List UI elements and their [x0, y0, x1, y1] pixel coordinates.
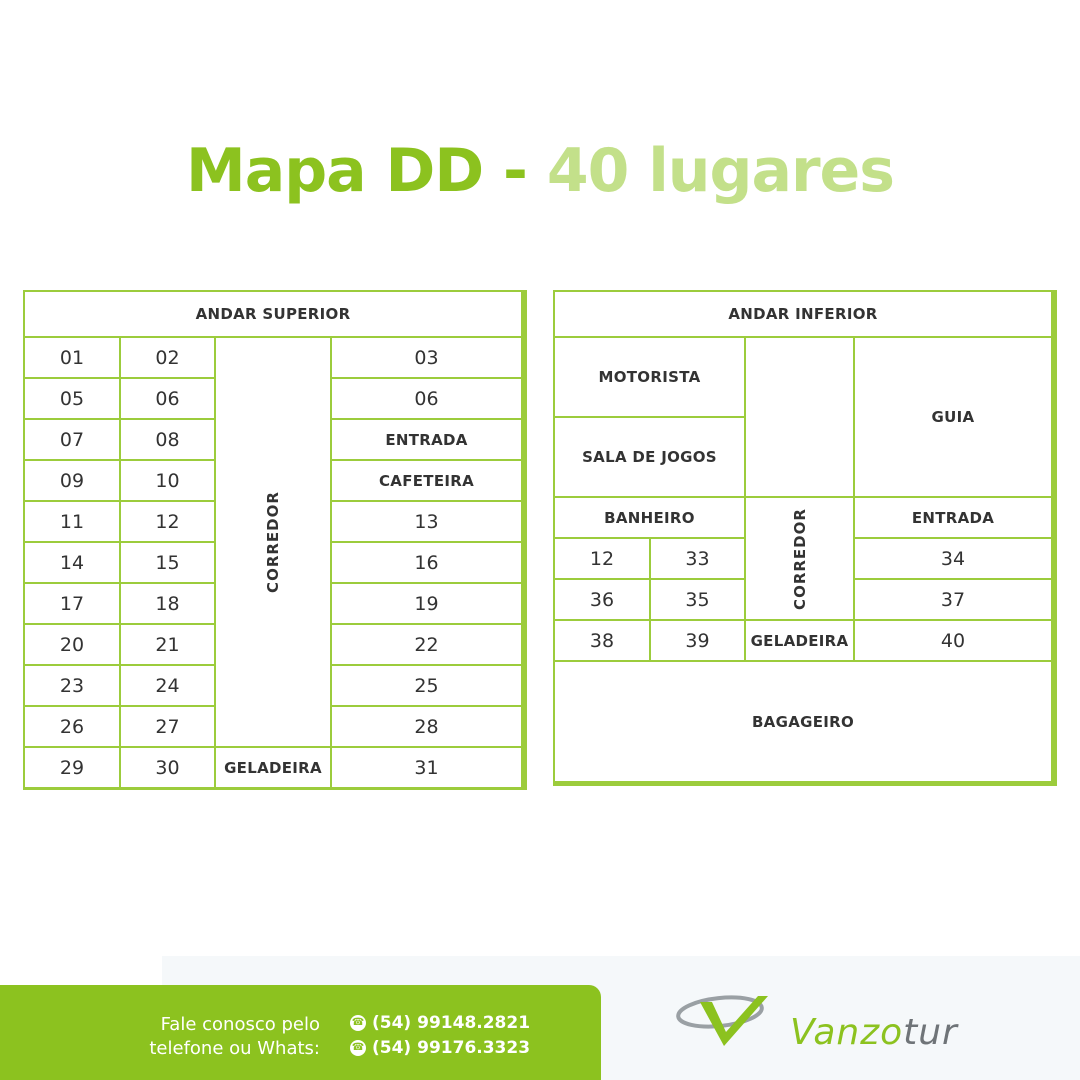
- phone-1-area: (54): [372, 1012, 412, 1033]
- seat[interactable]: 33: [651, 539, 744, 578]
- seat[interactable]: 29: [25, 748, 119, 787]
- lower-deck-header: ANDAR INFERIOR: [555, 292, 1051, 336]
- seat[interactable]: 19: [332, 584, 521, 623]
- lower-corridor-label: CORREDOR: [790, 507, 809, 610]
- phone-1-number: 99148.2821: [417, 1012, 531, 1033]
- seat[interactable]: 17: [25, 584, 119, 623]
- bathroom: BANHEIRO: [555, 498, 744, 537]
- seat[interactable]: 10: [121, 461, 214, 500]
- contact-line-1: Fale conosco pelo: [160, 1014, 320, 1035]
- seat[interactable]: 31: [332, 748, 521, 787]
- seat[interactable]: 11: [25, 502, 119, 541]
- upper-corridor: [216, 338, 330, 746]
- seat[interactable]: 39: [651, 621, 744, 660]
- seat[interactable]: 25: [332, 666, 521, 705]
- contact-line-2: telefone ou Whats:: [149, 1038, 320, 1059]
- lower-deck-map: [554, 291, 1056, 785]
- seat[interactable]: 03: [332, 338, 521, 377]
- seat[interactable]: 05: [25, 379, 119, 418]
- phone-2-number: 99176.3323: [417, 1037, 531, 1058]
- contact-text: [120, 1013, 320, 1061]
- lower-fridge: GELADEIRA: [746, 621, 853, 660]
- lower-entrance: ENTRADA: [855, 498, 1051, 537]
- phone-2-area: (54): [372, 1037, 412, 1058]
- phone-1[interactable]: [350, 1010, 530, 1035]
- title-part-2: 40 lugares: [546, 136, 894, 206]
- upper-entrance: ENTRADA: [332, 420, 521, 459]
- seat[interactable]: 27: [121, 707, 214, 746]
- whatsapp-icon: ☎: [350, 1040, 366, 1056]
- seat[interactable]: 34: [855, 539, 1051, 578]
- seat[interactable]: 35: [651, 580, 744, 619]
- phone-list: [350, 1010, 530, 1060]
- empty-area: [746, 338, 853, 496]
- seat[interactable]: 24: [121, 666, 214, 705]
- upper-corridor-label: CORREDOR: [264, 491, 282, 593]
- upper-deck-map: [24, 291, 526, 789]
- seat[interactable]: 23: [25, 666, 119, 705]
- title-part-1: Mapa DD -: [186, 136, 527, 206]
- seat[interactable]: 26: [25, 707, 119, 746]
- seat[interactable]: 38: [555, 621, 649, 660]
- seat[interactable]: 07: [25, 420, 119, 459]
- seat[interactable]: 16: [332, 543, 521, 582]
- seat[interactable]: 12: [121, 502, 214, 541]
- seat[interactable]: 40: [855, 621, 1051, 660]
- seat[interactable]: 02: [121, 338, 214, 377]
- driver-area: MOTORISTA: [555, 338, 744, 416]
- seat[interactable]: 37: [855, 580, 1051, 619]
- seat[interactable]: 09: [25, 461, 119, 500]
- guide-area: GUIA: [855, 338, 1051, 496]
- seat[interactable]: 14: [25, 543, 119, 582]
- seat[interactable]: 18: [121, 584, 214, 623]
- seat[interactable]: 06: [332, 379, 521, 418]
- seat[interactable]: 28: [332, 707, 521, 746]
- seat[interactable]: 21: [121, 625, 214, 664]
- vanzotur-logo-text: [790, 1012, 958, 1053]
- upper-coffee-maker: CAFETEIRA: [332, 461, 521, 500]
- seat[interactable]: 20: [25, 625, 119, 664]
- seat[interactable]: 13: [332, 502, 521, 541]
- seat[interactable]: 22: [332, 625, 521, 664]
- seat[interactable]: 06: [121, 379, 214, 418]
- seat[interactable]: 30: [121, 748, 214, 787]
- whatsapp-icon: ☎: [350, 1015, 366, 1031]
- lower-corridor: [746, 498, 853, 619]
- game-room: SALA DE JOGOS: [555, 418, 744, 496]
- seat[interactable]: 12: [555, 539, 649, 578]
- seat[interactable]: 36: [555, 580, 649, 619]
- logo-text-vanzo: Vanzo: [790, 1012, 904, 1053]
- logo-text-tur: tur: [903, 1012, 958, 1053]
- seat[interactable]: 01: [25, 338, 119, 377]
- seat[interactable]: 15: [121, 543, 214, 582]
- seat[interactable]: 08: [121, 420, 214, 459]
- upper-deck-header: ANDAR SUPERIOR: [25, 292, 521, 336]
- phone-2[interactable]: [350, 1035, 530, 1060]
- upper-fridge: GELADEIRA: [216, 748, 330, 787]
- page-title: [0, 136, 1080, 206]
- luggage-area: BAGAGEIRO: [555, 662, 1051, 781]
